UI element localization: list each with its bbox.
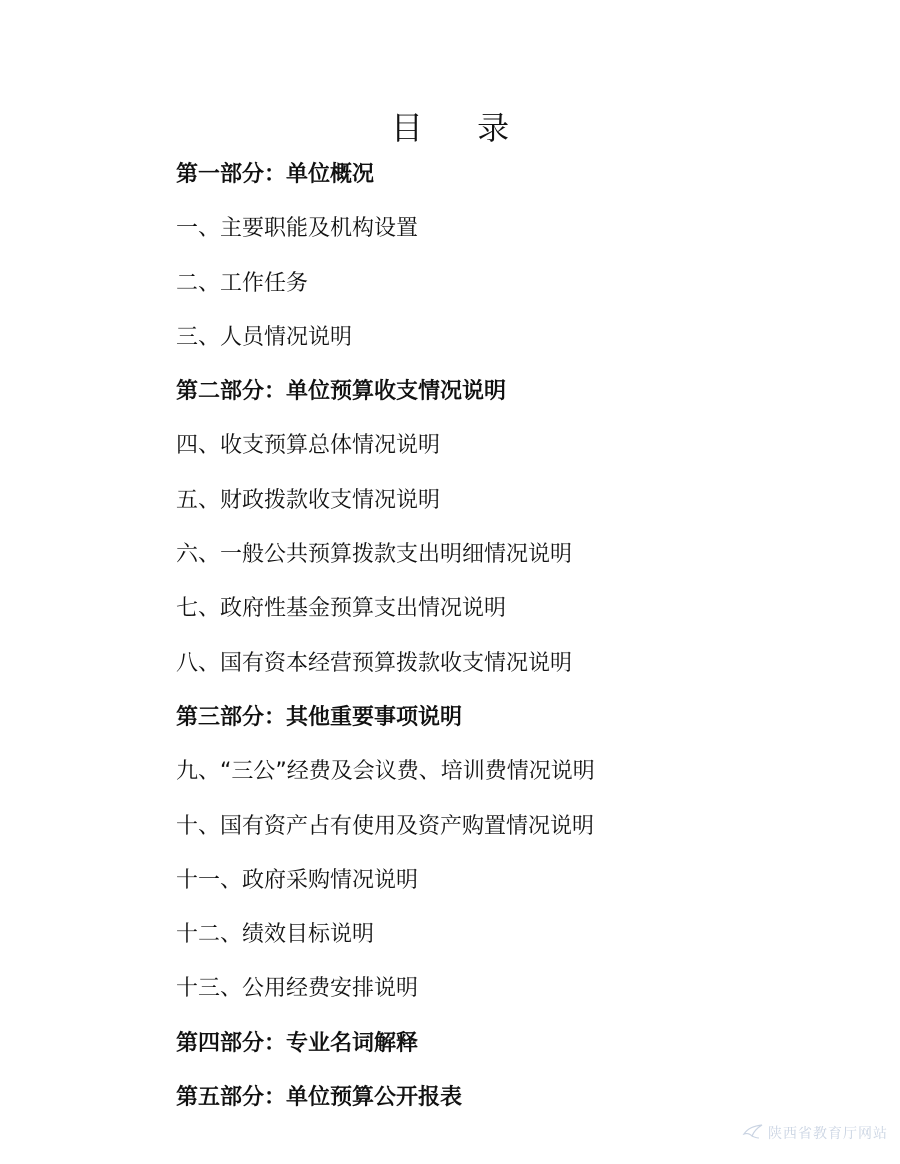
toc-entry: 九、“三公”经费及会议费、培训费情况说明 — [176, 759, 595, 785]
toc-part-heading: 第四部分：专业名词解释 — [176, 1030, 419, 1056]
bird-logo-icon — [742, 1122, 764, 1144]
toc-part-heading: 第三部分：其他重要事项说明 — [176, 704, 463, 730]
toc-entry: 十三、公用经费安排说明 — [176, 976, 419, 1002]
toc-part-heading: 第二部分：单位预算收支情况说明 — [176, 379, 507, 405]
toc-entry: 一、主要职能及机构设置 — [176, 216, 419, 242]
watermark-text: 陕西省教育厅网站 — [768, 1126, 888, 1142]
toc-entry: 四、收支预算总体情况说明 — [176, 433, 441, 459]
toc-part-heading: 第五部分：单位预算公开报表 — [176, 1085, 463, 1111]
toc-entry: 八、国有资本经营预算拨款收支情况说明 — [176, 650, 573, 676]
toc-entry: 五、财政拨款收支情况说明 — [176, 487, 441, 513]
toc-entry: 十、国有资产占有使用及资产购置情况说明 — [176, 813, 595, 839]
toc-entry: 二、工作任务 — [176, 270, 309, 296]
watermark — [742, 1122, 888, 1144]
table-of-contents — [176, 157, 595, 1134]
page-title: 目 录 — [390, 109, 532, 148]
toc-entry: 十二、绩效目标说明 — [176, 922, 375, 948]
toc-entry: 七、政府性基金预算支出情况说明 — [176, 596, 507, 622]
toc-part-heading: 第一部分：单位概况 — [176, 162, 375, 187]
toc-entry: 三、人员情况说明 — [176, 324, 353, 350]
toc-entry: 十一、政府采购情况说明 — [176, 867, 419, 893]
toc-entry: 六、一般公共预算拨款支出明细情况说明 — [176, 542, 573, 568]
